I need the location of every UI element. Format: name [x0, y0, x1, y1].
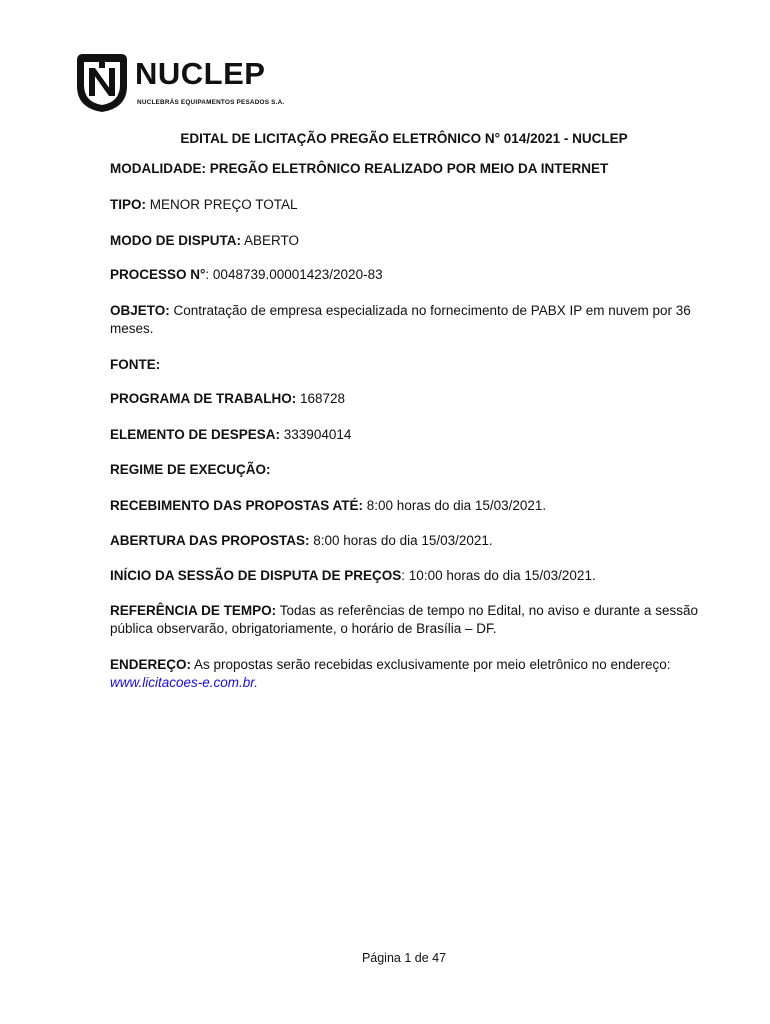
recebimento-label: RECEBIMENTO DAS PROPOSTAS ATÉ: [110, 498, 364, 513]
fonte-line [110, 356, 698, 374]
endereco-value: As propostas serão recebidas exclusivamente por meio eletrônico no endereço: [191, 657, 671, 672]
abertura-label: ABERTURA DAS PROPOSTAS: [110, 533, 310, 548]
processo-value: : 0048739.00001423/2020-83 [205, 267, 383, 282]
recebimento-value: 8:00 horas do dia 15/03/2021. [363, 498, 547, 513]
elemento-despesa-line [110, 426, 698, 444]
inicio-sessao-value: : 10:00 horas do dia 15/03/2021. [401, 568, 596, 583]
processo-label: PROCESSO N° [110, 267, 206, 282]
referencia-tempo-line [110, 602, 698, 638]
processo-line [110, 266, 698, 284]
referencia-tempo-value: Todas as referências de tempo no Edital, no aviso e durante a sessão pública observarão, obrigatoriamente, o horário de Brasília – DF. [110, 603, 698, 636]
modalidade-line: MODALIDADE: PREGÃO ELETRÔNICO REALIZADO POR MEIO DA INTERNET [110, 161, 609, 176]
tipo-value: MENOR PREÇO TOTAL [146, 197, 298, 212]
logo-subtitle: NUCLEBRÁS EQUIPAMENTOS PESADOS S.A. [137, 99, 285, 106]
modo-disputa-line [110, 232, 698, 250]
referencia-tempo-label: REFERÊNCIA DE TEMPO: [110, 603, 277, 618]
endereco-line [110, 656, 698, 692]
page-number: Página 1 de 47 [361, 951, 447, 965]
programa-trabalho-value: 168728 [296, 391, 346, 406]
abertura-line [110, 532, 698, 550]
regime-execucao-line [110, 461, 698, 479]
document-title: EDITAL DE LICITAÇÃO PREGÃO ELETRÔNICO N° 014/2021 - NUCLEP [180, 131, 628, 146]
tipo-line [110, 196, 698, 214]
inicio-sessao-line [110, 567, 698, 585]
recebimento-line [110, 497, 698, 515]
licitacoes-link[interactable]: www.licitacoes-e.com.br [110, 675, 255, 690]
programa-trabalho-line [110, 390, 698, 408]
link-suffix: . [254, 675, 259, 690]
tipo-label: TIPO: [110, 197, 146, 212]
nuclep-logo [73, 52, 303, 114]
regime-execucao-label: REGIME DE EXECUÇÃO: [110, 462, 271, 477]
elemento-despesa-label: ELEMENTO DE DESPESA: [110, 427, 281, 442]
abertura-value: 8:00 horas do dia 15/03/2021. [309, 533, 493, 548]
modo-disputa-value: ABERTO [241, 233, 300, 248]
elemento-despesa-value: 333904014 [280, 427, 352, 442]
fonte-label: FONTE: [110, 357, 161, 372]
nuclep-emblem-icon [73, 52, 131, 114]
inicio-sessao-label: INÍCIO DA SESSÃO DE DISPUTA DE PREÇOS [110, 568, 402, 583]
programa-trabalho-label: PROGRAMA DE TRABALHO: [110, 391, 297, 406]
endereco-label: ENDEREÇO: [110, 657, 192, 672]
modo-disputa-label: MODO DE DISPUTA: [110, 233, 241, 248]
objeto-line [110, 302, 698, 338]
logo-name: NUCLEP [135, 56, 266, 91]
objeto-label: OBJETO: [110, 303, 170, 318]
objeto-value: Contratação de empresa especializada no fornecimento de PABX IP em nuvem por 36 meses. [110, 303, 691, 336]
